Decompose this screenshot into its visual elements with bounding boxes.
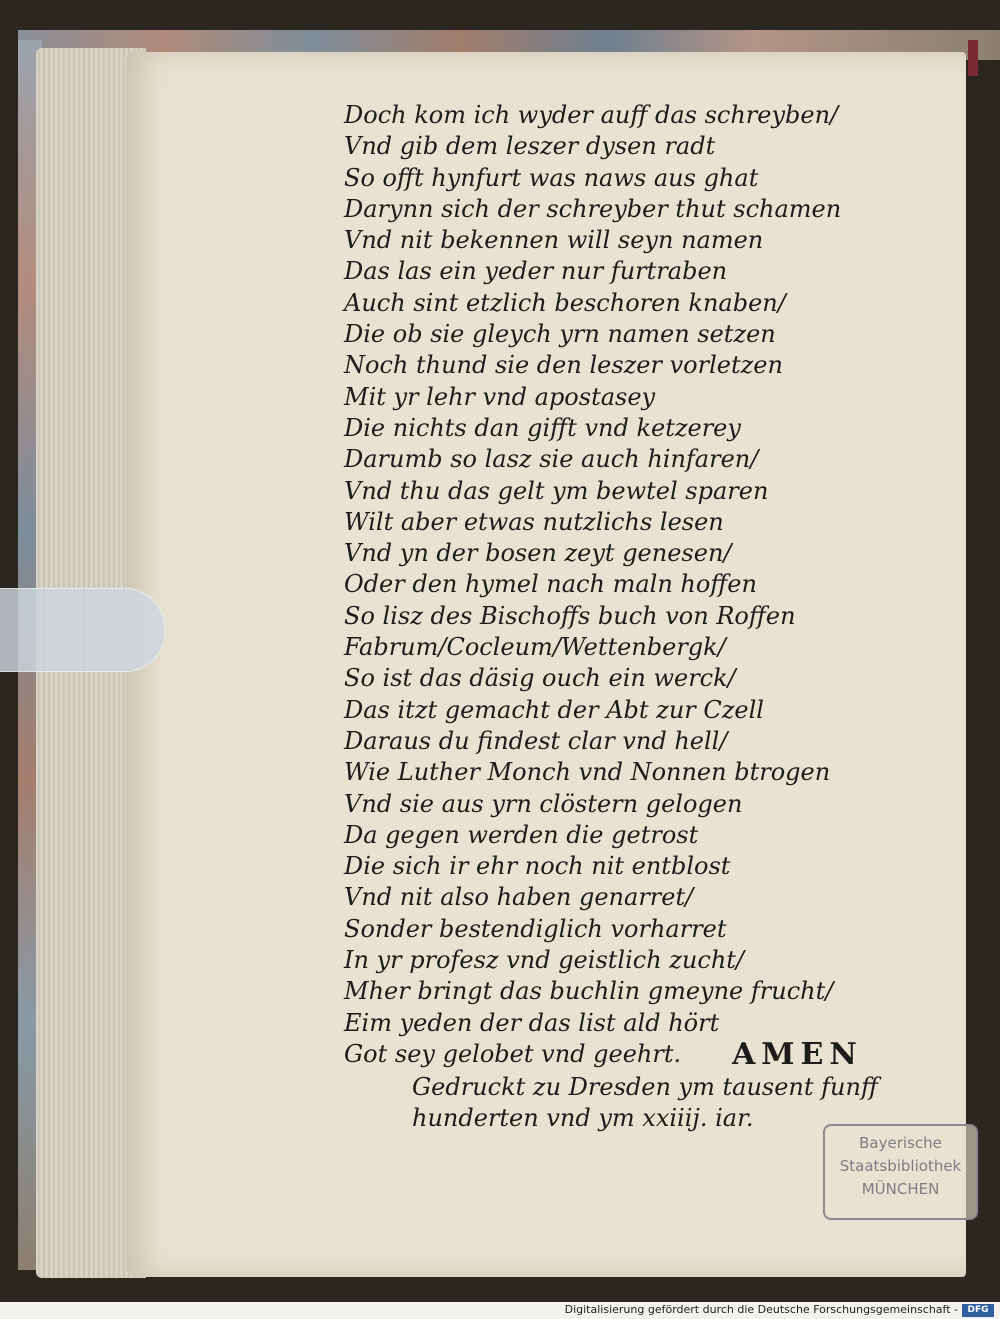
poem-line: Eim yeden der das list ald hört xyxy=(344,1008,720,1037)
poem-line: Die nichts dan gifft vnd ketzerey xyxy=(344,413,741,442)
poem-text xyxy=(344,100,904,1070)
poem-final-text: Got sey gelobet vnd geehrt. xyxy=(344,1039,682,1068)
poem-line: Doch kom ich wyder auff das schreyben/ xyxy=(344,101,839,129)
poem-line: Die ob sie gleych yrn namen setzen xyxy=(344,320,776,349)
poem-line: So ist das däsig ouch ein werck/ xyxy=(344,664,736,693)
stamp-line: Bayerische xyxy=(859,1134,942,1152)
poem-line: Daraus du findest clar vnd hell/ xyxy=(344,726,728,755)
dfg-logo-icon[interactable]: DFG xyxy=(962,1304,994,1317)
poem-line: Auch sint etzlich beschoren knaben/ xyxy=(344,288,786,317)
poem-line: Vnd gib dem leszer dysen radt xyxy=(344,132,716,161)
poem-line-final xyxy=(344,1036,904,1072)
poem-line: Vnd nit bekennen will seyn namen xyxy=(344,226,764,255)
colophon xyxy=(412,1072,892,1135)
poem-line: Wie Luther Monch vnd Nonnen btrogen xyxy=(344,758,831,787)
stamp-line: Staatsbibliothek xyxy=(839,1157,962,1175)
poem-line: Wilt aber etwas nutzlichs lesen xyxy=(344,507,724,536)
poem-line: Sonder bestendiglich vorharret xyxy=(344,914,727,943)
poem-line: Mit yr lehr vnd apostasey xyxy=(344,382,656,411)
funding-notice: Digitalisierung gefördert durch die Deutsche Forschungsgemeinschaft - xyxy=(564,1303,958,1316)
library-stamp xyxy=(823,1124,978,1220)
amen-text: AMEN xyxy=(732,1036,863,1072)
poem-line: Da gegen werden die getrost xyxy=(344,820,699,849)
poem-line: Die sich ir ehr noch nit entblost xyxy=(344,852,731,881)
poem-line: Vnd thu das gelt ym bewtel sparen xyxy=(344,476,769,505)
stamp-line: MÜNCHEN xyxy=(861,1180,940,1198)
poem-line: So lisz des Bischoffs buch von Roffen xyxy=(344,601,796,630)
poem-line: Vnd sie aus yrn clöstern gelogen xyxy=(344,789,743,818)
bookmark-ribbon xyxy=(968,40,978,76)
poem-line: So offt hynfurt was naws aus ghat xyxy=(344,163,759,192)
show-through-text xyxy=(986,147,1000,1147)
colophon-line: Gedruckt zu Dresden ym tausent funff xyxy=(412,1073,878,1101)
poem-line: Fabrum/Cocleum/Wettenbergk/ xyxy=(344,633,726,662)
page-marker-clip xyxy=(0,588,165,672)
colophon-line: hunderten vnd ym xxiiij. iar. xyxy=(412,1104,754,1133)
poem-line: Das itzt gemacht der Abt zur Czell xyxy=(344,695,764,724)
poem-line: Darumb so lasz sie auch hinfaren/ xyxy=(344,445,759,474)
poem-line: In yr profesz vnd geistlich zucht/ xyxy=(344,946,745,975)
poem-line: Das las ein yeder nur furtraben xyxy=(344,257,728,286)
poem-line: Mher bringt das buchlin gmeyne frucht/ xyxy=(344,977,834,1006)
poem-line: Oder den hymel nach maln hoffen xyxy=(344,570,757,599)
footer-bar xyxy=(0,1302,1000,1319)
poem-line: Darynn sich der schreyber thut schamen xyxy=(344,194,842,223)
poem-line: Vnd yn der bosen zeyt genesen/ xyxy=(344,539,732,568)
poem-line: Noch thund sie den leszer vorletzen xyxy=(344,351,783,380)
poem-line: Vnd nit also haben genarret/ xyxy=(344,883,694,912)
